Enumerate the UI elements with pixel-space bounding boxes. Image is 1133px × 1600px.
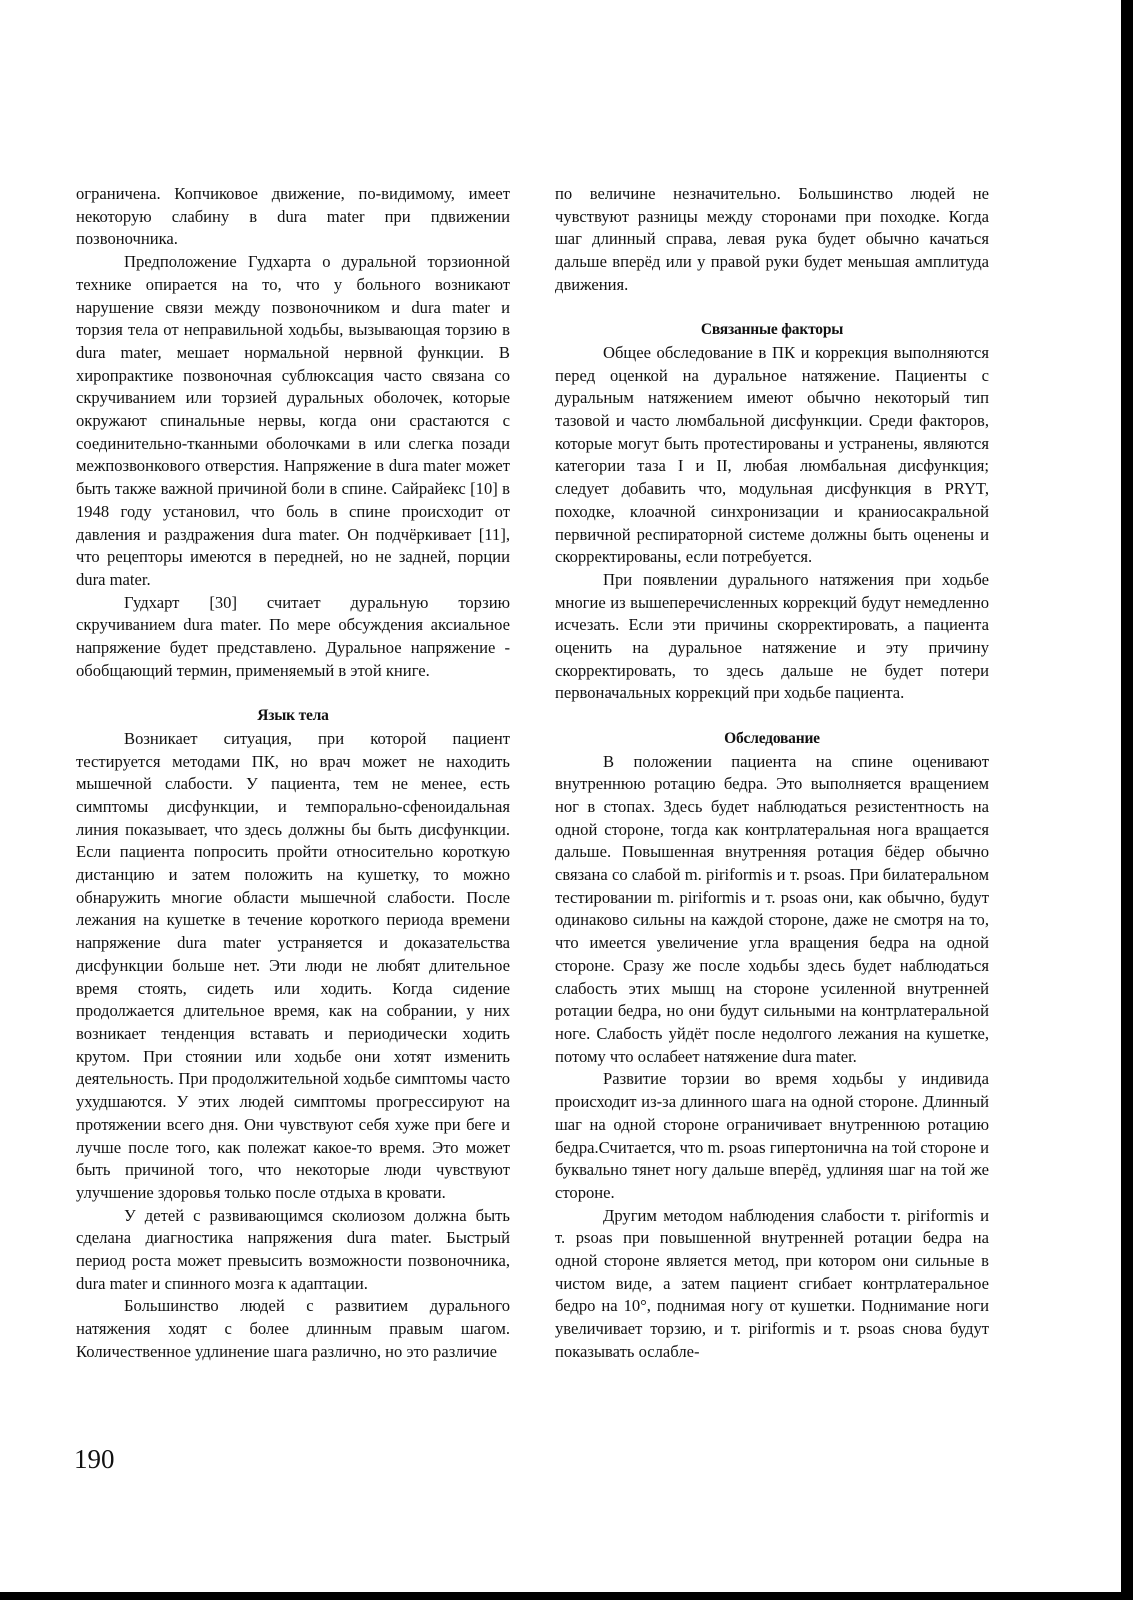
page-number: 190 [74, 1444, 115, 1474]
section-heading: Связанные факторы [700, 321, 844, 339]
section-heading: Язык тела [257, 707, 329, 725]
spacer [555, 705, 989, 728]
section-heading: Обследование [724, 729, 820, 747]
paragraph: ограничена. Копчиковое движение, по-видимому, имеет некоторую слабину в dura mater при пдвижении позвоночника. [76, 184, 510, 249]
paragraph: Общее обследование в ПК и коррекция выполняются перед оценкой на дуральное натяжение. Пациенты с дуральным натяжением имеют обычно некоторый тип тазовой и часто люмбальной дисфункции. Среди факторов, которые могут быть протестированы и устранены, являются категории таза I и II, любая люмбальная дисфункция; следует добавить что, модульная дисфункция в PRYT, походке, клоачной синхронизации и краниосакральной первичной респираторной системе должны быть оценены и скорректированы, если потребуется. [555, 342, 989, 567]
paragraph: Развитие торзии во время ходьбы у индивида происходит из-за длинного шага на одной стороне. Длинный шаг на одной стороне ограничивает внутреннюю ротацию бедра.Считается, что m. psoas гипертонична на той стороне и буквально тянет ногу дальше вперёд, удлиняя шаг на той же стороне. [555, 1069, 989, 1202]
right-column [555, 183, 989, 1364]
paragraph: При появлении дурального натяжения при ходьбе многие из вышеперечисленных коррекций будут немедленно исчезать. Если эти причины скорректировать, а пациента оценить на дуральное натяжение и эту причину скорректировать, то здесь дальше не будет потери первоначальных коррекций при ходьбе пациента. [555, 569, 989, 703]
paragraph: по величине незначительно. Большинство людей не чувствуют разницы между сторонами при походке. Когда шаг длинный справа, левая рука будет обычно качаться дальше вперёд или у правой руки будет меньшая амплитуда движения. [555, 184, 989, 294]
scan-edge-bottom [0, 1592, 1133, 1600]
spacer [555, 297, 989, 320]
scan-edge-right [1121, 0, 1133, 1600]
paragraph: У детей с развивающимся сколиозом должна быть сделана диагностика напряжения dura mater. Быстрый период роста может превысить возможности позвоночника, dura mater и спинного мозга к адаптации. [76, 1205, 510, 1293]
paragraph: Предположение Гудхарта о дуральной торзионной технике опирается на то, что у больного возникают нарушение связи между позвоночником и dura mater и торзия тела от неправильной ходьбы, вызывающая торзию в dura mater, мешает нормальной нервной функции. В хиропрактике позвоночная сублюксация часто связана со скручиванием или торзией дуральных оболочек, которые окружают спинальные нервы, когда они срастаются с соединительно-тканными оболочками в или слегка позади межпозвонкового отверстия. Напряжение в dura mater может быть также важной причиной боли в спине. Сайрайекс [10] в 1948 году установил, что боль в спине происходит от давления и раздражения dura mater. Он подчёркивает [11], что рецепторы имеются в передней, но не задней, порции dura mater. [76, 252, 510, 589]
paragraph: Возникает ситуация, при которой пациент тестируется методами ПК, но врач может не находить мышечной слабости. У пациента, тем не менее, есть симптомы дисфункции, и темпорально-сфеноидальная линия показывает, что здесь должны бы быть дисфункции. Если пациента попросить пройти относительно короткую дистанцию и затем положить на кушетку, то можно обнаружить многие области мышечной слабости. После лежания на кушетке в течение короткого периода времени напряжение dura mater устраняется и доказательства дисфункции больше нет. Эти люди не любят длительное время стоять, сидеть или ходить. Когда сидение продолжается длительное время, как на собрании, у них возникает тенденция вставать и периодически ходить крутом. При стоянии или ходьбе они хотят изменить деятельность. При продолжительной ходьбе симптомы часто ухудшаются. У этих людей симптомы прогрессируют на протяжении всего дня. Они чувствуют себя хуже при беге и лучше после того, как полежат какое-то время. Это может быть причиной того, что некоторые люди чувствуют улучшение здоровья только после отдыха в кровати. [76, 728, 510, 1202]
paragraph: Другим методом наблюдения слабости т. piriformis и т. psoas при повышенной внутренней ротации бедра на одной стороне является метод, при котором они сильные в чистом виде, а затем пациент сгибает контрлатеральное бедро на 10°, поднимая ногу от кушетки. Поднимание ноги увеличивает торзию, и т. piriformis и т. psoas снова будут показывать ослабле- [555, 1205, 989, 1361]
paragraph: В положении пациента на спине оценивают внутреннюю ротацию бедра. Это выполняется вращением ног в стопах. Здесь будет наблюдаться резистентность на одной стороне, тогда как контрлатеральная нога вращается дальше. Повышенная внутренняя ротация бёдер обычно связана со слабой m. piriformis и т. psoas. При билатеральном тестировании m. piriformis и т. psoas они, как обычно, будут одинаково сильны на каждой стороне, даже не смотря на то, что имеется увеличение угла вращения бедра на одной стороне. Сразу же после ходьбы здесь будет наблюдаться слабость этих мышц на стороне усиленной внутренней ротации бедра, но они будут сильными на контрлатеральной ноге. Слабость уйдёт после недолгого лежания на кушетке, потому что ослабеет натяжение dura mater. [555, 751, 989, 1066]
spacer [76, 682, 510, 705]
left-column [76, 183, 510, 1364]
paragraph: Большинство людей с развитием дурального натяжения ходят с более длинным правым шагом. Количественное удлинение шага различно, но это различие [76, 1296, 510, 1361]
paragraph: Гудхарт [30] считает дуральную торзию скручиванием dura mater. По мере обсуждения аксиальное напряжение будет представлено. Дуральное напряжение - обобщающий термин, применяемый в этой книге. [76, 592, 510, 680]
